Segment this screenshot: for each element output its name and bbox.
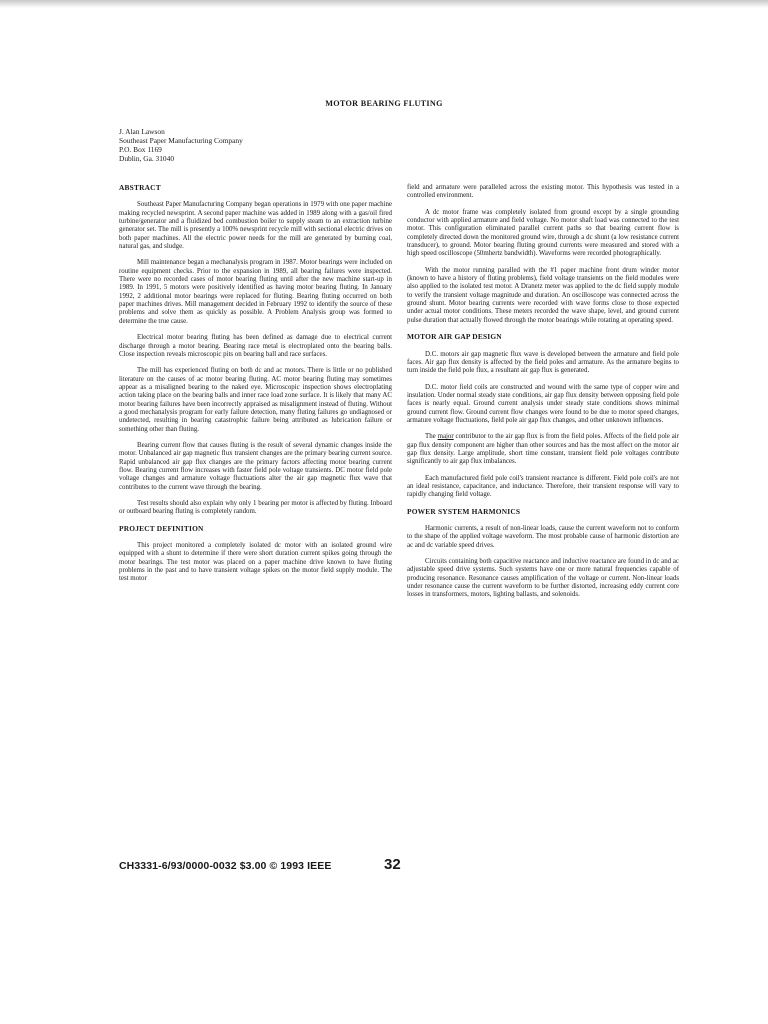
power-system-harmonics-heading: POWER SYSTEM HARMONICS [407,506,521,516]
paragraph: D.C. motor field coils are constructed and wound with the same type of copper wire and insulation. Under normal steady state conditions, air gap flux density between opposing field pole faces is nearly equal. Ground current analysis under steady state conditions shows minimal ground current flow. Ground current flow changes were found to be due to motor speed changes, armature voltage fluctuations, field pole air gap flux changes, and other unknown influences. [407,383,679,424]
paragraph: Harmonic currents, a result of non-linear loads, cause the current waveform not to conform to the shape of the applied voltage waveform. The most probable cause of harmonic distortion are ac and dc variable speed drives. [407,525,679,549]
right-column [407,184,679,608]
paragraph: A dc motor frame was completely isolated from ground except by a single grounding conductor with applied armature and field voltage. No motor shaft load was connected to the test motor. This configuration eliminated parallel current paths so that bearing current flow is completely directed down the monitored ground wire, through a dc shunt (a low resistance current transducer), to ground. Motor bearing fluting ground currents were measured and stored with a high speed oscilloscope (50mhertz bandwidth). Waveforms were recorded photographically. [407,208,679,258]
author-city: Dublin, Ga. 31040 [119,154,175,163]
author-block [119,127,243,163]
text-run: contributor to the air gap flux is from the field poles. Affects of the field pole air gap flux density component are higher than other sources and has the most affect on the motor air gap flux density. Large amplitude, short time constant, transient field pole voltages contribute significantly to air gap flux imbalances. [407,433,679,466]
author-box: P.O. Box 1169 [119,145,162,154]
scan-edge [0,0,768,8]
paragraph: Test results should also explain why only 1 bearing per motor is affected by fluting. Inboard or outboard bearing fluting is completely random. [119,500,392,516]
underlined-word: major [437,433,454,441]
paragraph: field and armature were paralleled across the existing motor. This hypothesis was tested in a controlled environment. [407,184,679,200]
paragraph: This project monitored a completely isolated dc motor with an isolated ground wire equipped with a shunt to determine if there were short duration current spikes going through the motor bearings. The test motor was placed on a paper machine drive known to have fluting problems in the past and to have transient voltage spikes on the motor field supply module. The test motor [119,542,392,583]
paragraph: Each manufactured field pole coil's transient reactance is different. Field pole coil's are not an ideal resistance, capacitance, and inductance. Therefore, their transient response will vary to rapidly changing field voltage. [407,474,679,499]
paragraph: Bearing current flow that causes fluting is the result of several dynamic changes inside the motor. Unbalanced air gap magnetic flux transient changes are the primary bearing current source. Rapid unbalanced air gap flux changes are the primary factors affecting motor bearing current flow. Bearing current flow increases with faster field pole voltage transients. DC motor field pole voltage changes and armature voltage fluctuations alter the air gap magnetic flux wave that contributes to the current wave through the bearing. [119,441,392,491]
paragraph: With the motor running paralled with the #1 paper machine front drum winder motor (known to have a history of fluting problems), field voltage transients on the field modules were also applied to the isolated test motor. A Dranetz meter was applied to the dc field supply module to verify the transient voltage magnitude and duration. An oscilloscope was connected across the ground shunt. Motor bearing currents were recorded with wave forms close to those expected under actual motor conditions. These meters recorded the wave shape, level, and ground current pulse duration that actually flowed through the motor bearings while rotating at operating speed. [407,266,679,324]
page-number: 32 [384,856,401,873]
author-company: Southeast Paper Manufacturing Company [119,136,243,145]
text-run: The [425,433,438,441]
paragraph: Mill maintenance began a mechanalysis program in 1987. Motor bearings were included on routine equipment checks. Prior to the expansion in 1989, all bearing failures were inspected. There were no recorded cases of motor bearing fluting until after the new machine start-up in 1989. In 1991, 5 motors were positively identified as having motor bearing fluting. In January 1992, 2 additional motor bearings were replaced for fluting. Bearing fluting occurred on both paper machines drives. Mill management decided in February 1992 to identify the source of these problems and solve them as quickly as possible. A Problem Analysis group was formed to determine the true cause. [119,259,392,325]
project-definition-heading: PROJECT DEFINITION [119,523,204,533]
motor-air-gap-heading: MOTOR AIR GAP DESIGN [407,332,502,342]
paragraph: Circuits containing both capacitive reactance and inductive reactance are found in dc and ac adjustable speed drive systems. Such systems have one or more natural frequencies capable of producing resonance. Resonance causes amplification of the voltage or current. Non-linear loads under resonance cause the current waveform to be further distorted, increasing eddy current core losses in transformers, motors, lighting ballasts, and solenoids. [407,558,679,599]
paragraph [407,433,679,466]
abstract-heading: ABSTRACT [119,183,161,192]
paragraph: Electrical motor bearing fluting has been defined as damage due to electrical current discharge through a motor bearing. Bearing race metal is electroplated onto the bearing balls. Close inspection reveals microscopic pits on bearing ball and race surfaces. [119,334,392,358]
paragraph: D.C. motors air gap magnetic flux wave is developed between the armature and field pole faces. Air gap flux density is affected by the field poles and armature. As the armature begins to turn inside the field pole flux, a resultant air gap flux is generated. [407,350,679,375]
left-column [119,184,392,592]
paragraph: Southeast Paper Manufacturing Company began operations in 1979 with one paper machine making recycled newsprint. A second paper machine was added in 1989 along with a gas/oil fired turbine/generator and a fluidized bed combustion boiler to supply steam to an extraction turbine generator set. The mill is presently a 100% newsprint recycle mill with sectional electric drives on both paper machines. All the electric power needs for the mill are generated by burning coal, natural gas, and sludge. [119,201,392,251]
author-name: J. Alan Lawson [119,127,165,136]
paragraph: The mill has experienced fluting on both dc and ac motors. There is little or no published literature on the causes of ac motor bearing fluting. AC motor bearing fluting may sometimes appear as a misaligned bearing to the naked eye. Microscopic inspection shows electroplating action taking place on the bearing balls and inner race load zone surface. It is likely that many AC motor bearing failures have been incorrectly appraised as misalignment instead of fluting. Without a good mechanalysis program for early failure detection, many fluting failures go undiagnosed or undetected, resulting in bearing catastrophic failure being attributed as lubrication failure or something other than fluting. [119,367,392,433]
paper-title: MOTOR BEARING FLUTING [325,99,443,108]
footer-copyright: CH3331-6/93/0000-0032 $3.00 © 1993 IEEE [119,860,332,872]
